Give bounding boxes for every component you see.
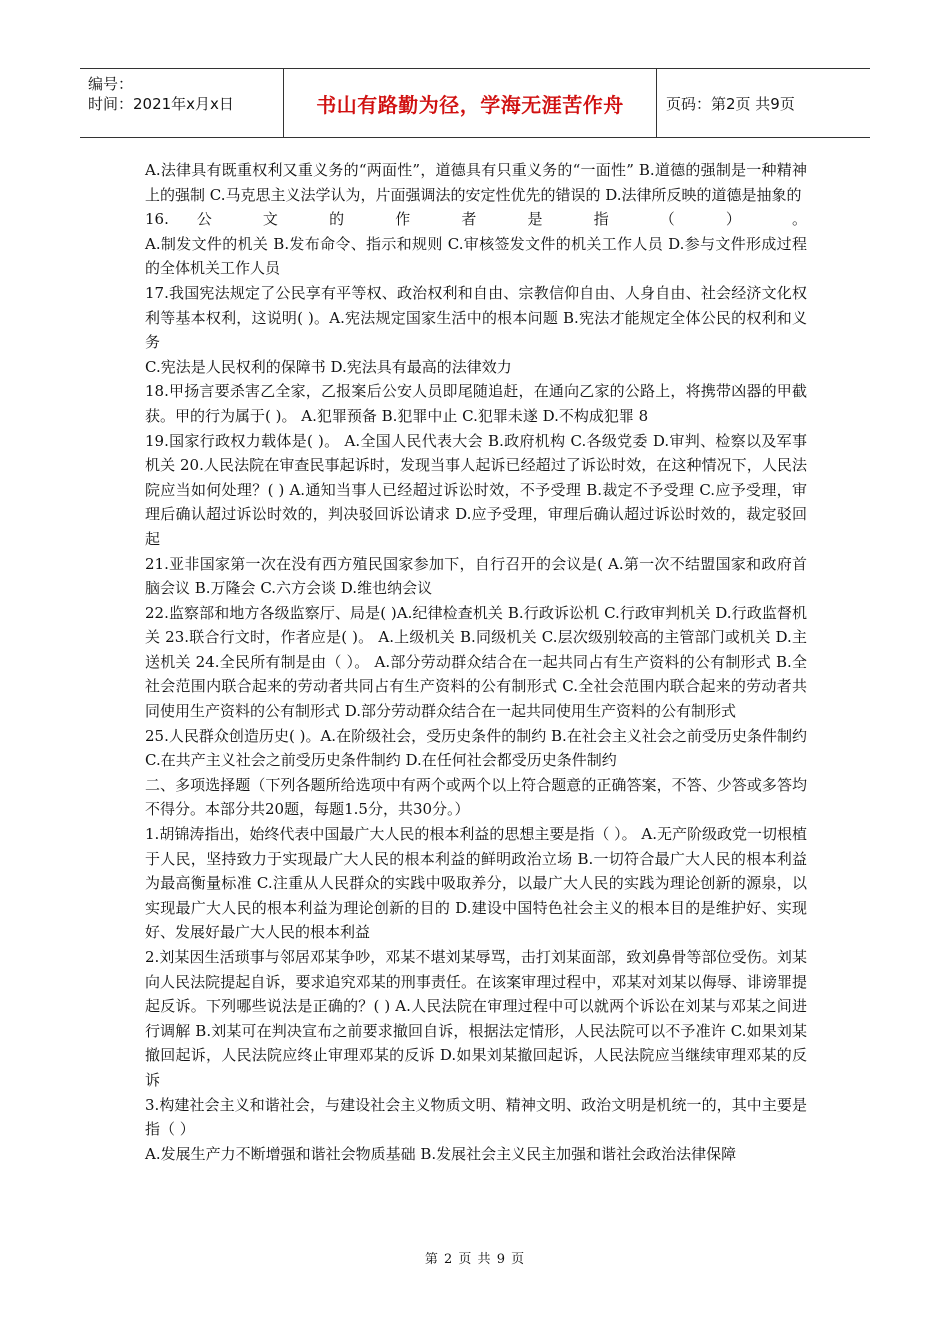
page-header <box>80 68 870 138</box>
paragraph: 19.国家行政权力载体是( )。 A.全国人民代表大会 B.政府机构 C.各级党委 D.审判、检察以及军事机关 20.人民法院在审查民事起诉时，发现当事人起诉已经超过了诉讼时效，在这种情况下，人民法院应当如何处理？( ) A.通知当事人已经超过诉讼时效，不予受理 B.裁定不予受理 C.应予受理，审理后确认超过诉讼时效的，判决驳回诉讼请求 D.应予受理，审理后确认超过诉讼时效的，裁定驳回起 <box>145 431 807 548</box>
section-heading: 二、多项选择题（下列各题所给选项中有两个或两个以上符合题意的正确答案，不答、少答或多答均不得分。本部分共20题，每题1.5分，共30分。） <box>145 775 807 819</box>
document-number-label: 编号： <box>88 75 134 93</box>
header-motto-cell <box>283 69 657 137</box>
paragraph: A.法律具有既重权利又重义务的“两面性”，道德具有只重义务的“一面性” B.道德的强制是一种精神上的强制 C.马克思主义法学认为，片面强调法的安定性优先的错误的 D.法律所反映的道德是抽象的 <box>145 161 807 204</box>
paragraph: 17.我国宪法规定了公民享有平等权、政治权利和自由、宗教信仰自由、人身自由、社会经济文化权利等基本权利，这说明( )。A.宪法规定国家生活中的根本问题 B.宪法才能规定全体公民的权利和义务 <box>145 283 807 352</box>
paragraph: A.发展生产力不断增强和谐社会物质基础 B.发展社会主义民主加强和谐社会政治法律保障 <box>145 1144 737 1163</box>
paragraph: 2.刘某因生活琐事与邻居邓某争吵，邓某不堪刘某辱骂，击打刘某面部，致刘鼻骨等部位受伤。刘某向人民法院提起自诉，要求追究邓某的刑事责任。在该案审理过程中，邓某对刘某以侮辱、诽谤罪提起反诉。下列哪些说法是正确的？( ) A.人民法院在审理过程中可以就两个诉讼在刘某与邓某之间进行调解 B.刘某可在判决宣布之前要求撤回自诉，根据法定情形，人民法院可以不予准许 C.如果刘某撤回起诉，人民法院应终止审理邓某的反诉 D.如果刘某撤回起诉，人民法院应当继续审理邓某的反诉 <box>145 948 807 1089</box>
header-meta <box>80 69 280 142</box>
paragraph: 25.人民群众创造历史( )。A.在阶级社会，受历史条件的制约 B.在社会主义社会之前受历史条件制约 C.在共产主义社会之前受历史条件制约 D.在任何社会都受历史条件制约 <box>145 726 807 770</box>
paragraph: A.制发文件的机关 B.发布命令、指示和规则 C.审核签发文件的机关工作人员 D.参与文件形成过程的全体机关工作人员 <box>145 234 807 278</box>
question-16-stem: 16. 公 文 的 作 者 是 指 （ ） 。 <box>145 210 807 229</box>
paragraph: 22.监察部和地方各级监察厅、局是( )A.纪律检查机关 B.行政诉讼机 C.行政审判机关 D.行政监督机关 23.联合行文时，作者应是( )。 A.上级机关 B.同级机关 C.层次级别较高的主管部门或机关 D.主送机关 24.全民所有制是由（ ）。 A.部分劳动群众结合在一起共同占有生产资料的公有制形式 B.全社会范围内联合起来的劳动者共同占有生产资料的公有制形式 C.全社会范围内联合起来的劳动者共同使用生产资料的公有制形式 D.部分劳动群众结合在一起共同使用生产资料的公有制形式 <box>145 603 807 721</box>
paragraph: 21.亚非国家第一次在没有西方殖民国家参加下，自行召开的会议是( A.第一次不结盟国家和政府首脑会议 B.万隆会 C.六方会谈 D.维也纳会议 <box>145 554 807 598</box>
header-motto: 书山有路勤为径，学海无涯苦作舟 <box>316 92 624 117</box>
header-page-label: 页码：第2页 共9页 <box>666 94 795 113</box>
document-body <box>145 158 807 1166</box>
paragraph: 3.构建社会主义和谐社会，与建设社会主义物质文明、精神文明、政治文明是机统一的，其中主要是指（ ） <box>145 1095 807 1139</box>
header-page-cell <box>658 69 878 137</box>
paragraph: 1.胡锦涛指出，始终代表中国最广大人民的根本利益的思想主要是指（ ）。 A.无产阶级政党一切根植于人民，坚持致力于实现最广大人民的根本利益的鲜明政治立场 B.一切符合最广大人民的根本利益为最高衡量标准 C.注重从人民群众的实践中吸取养分，以最广大人民的实践为理论创新的源泉，以实现最广大人民的根本利益为理论创新的目的 D.建设中国特色社会主义的根本目的是维护好、实现好、发展好最广大人民的根本利益 <box>145 825 807 942</box>
page-footer: 第 2 页 共 9 页 <box>424 1252 526 1267</box>
paragraph: C.宪法是人民权利的保障书 D.宪法具有最高的法律效力 <box>145 357 512 376</box>
document-date-label: 时间：2021年x月x日 <box>88 95 234 113</box>
paragraph: 18.甲扬言要杀害乙全家，乙报案后公安人员即尾随追赶，在通向乙家的公路上，将携带凶器的甲截获。甲的行为属于( )。 A.犯罪预备 B.犯罪中止 C.犯罪未遂 D.不构成犯罪 8 <box>145 382 807 425</box>
